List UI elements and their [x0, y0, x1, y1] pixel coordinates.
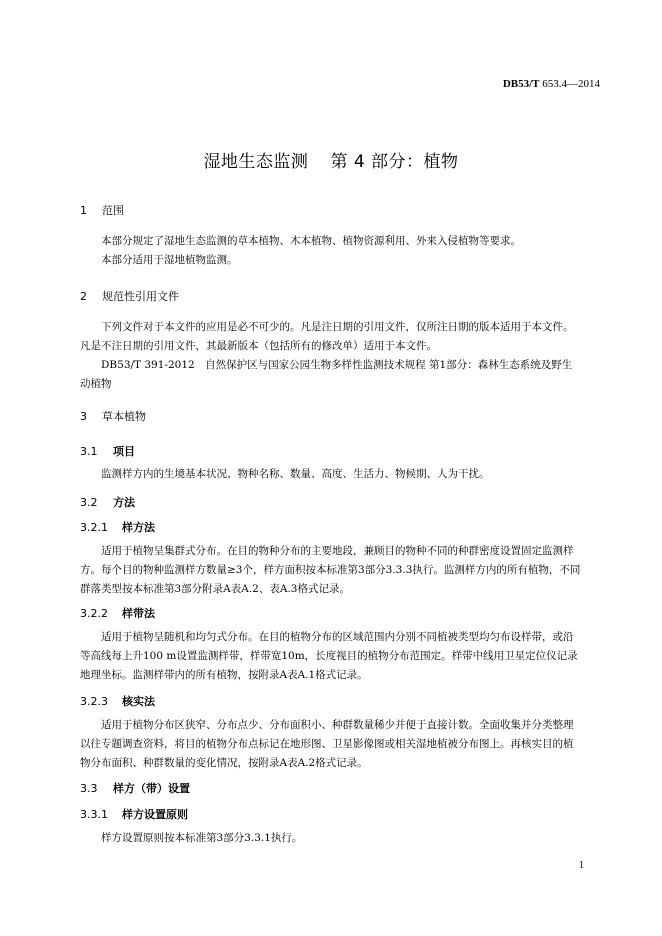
title-part: 第 4 部分：植物	[330, 152, 459, 172]
paragraph-3-1: 监测样方内的生境基本状况、物种名称、数量、高度、生活力、物候期、人为干扰。	[101, 468, 490, 480]
heading-number: 3.3.1	[80, 808, 108, 821]
heading-3-3-1-principles	[80, 806, 188, 822]
page-number: 1	[579, 860, 584, 871]
heading-number: 3.2	[80, 496, 98, 509]
heading-3-2-1-quadrat	[80, 519, 155, 535]
paragraph-scope-2: 本部分适用于湿地植物监测。	[101, 254, 238, 266]
heading-3-1-items	[80, 443, 135, 459]
heading-number: 3.2.3	[80, 695, 108, 708]
heading-label: 规范性引用文件	[102, 290, 179, 303]
heading-label: 样方法	[122, 521, 155, 534]
heading-number: 2	[80, 290, 87, 303]
heading-number: 3.3	[80, 782, 98, 795]
paragraph-3-2-3: 适用于植物分布区狭窄、分布点少、分布面积小、种群数量稀少并便于直接计数。全面收集并分类整理以往专题调查资料，将目的植物分布点标记在地形图、卫星影像图或相关湿地植被分布图上。再核实目的植物分布面积、种群数量的变化情况，按附录A表A.2格式记录。	[80, 719, 574, 769]
paragraph-refs-2: DB53/T 391-2012 自然保护区与国家公园生物多样性监测技术规程 第1部分：森林生态系统及野生动植物	[80, 359, 573, 390]
heading-label: 草本植物	[102, 410, 146, 423]
paragraph-3-2-2: 适用于植物呈随机和均匀式分布。在目的植物分布的区域范围内分别不同植被类型均匀布设样带，或沿等高线每上升100 m设置监测样带，样带宽10m，长度视目的植物分布范围定。样带中线用卫星定位仪记录地理坐标。监测样带内的所有植物，按附录A表A.1格式记录。	[80, 631, 578, 681]
document-title	[0, 147, 662, 172]
heading-label: 核实法	[122, 695, 155, 708]
title-main: 湿地生态监测	[203, 152, 309, 172]
paragraph-3-2-1: 适用于植物呈集群式分布。在目的物种分布的主要地段，兼顾目的物种不同的种群密度设置固定监测样方。每个目的物种监测样方数量≥3个，样方面积按本标准第3部分3.3.3执行。监测样方内的所有植物，不同群落类型按本标准第3部分附录A表A.2、表A.3格式记录。	[80, 545, 581, 595]
heading-3-herbaceous	[80, 408, 146, 424]
heading-label: 范围	[102, 204, 124, 217]
standard-code	[503, 78, 600, 90]
paragraph-refs-1: 下列文件对于本文件的应用是必不可少的。凡是注日期的引用文件，仅所注日期的版本适用于本文件。凡是不注日期的引用文件，其最新版本（包括所有的修改单）适用于本文件。	[80, 321, 574, 352]
paragraph-scope-1: 本部分规定了湿地生态监测的草本植物、木本植物、植物资源利用、外来入侵植物等要求。	[101, 235, 521, 247]
heading-3-2-3-verification	[80, 693, 155, 709]
heading-number: 3	[80, 410, 87, 423]
paragraph-3-3-1: 样方设置原则按本标准第3部分3.3.1执行。	[101, 832, 303, 844]
heading-3-2-methods	[80, 494, 135, 510]
heading-label: 样方设置原则	[122, 808, 188, 821]
heading-number: 3.1	[80, 445, 98, 458]
heading-1-scope	[80, 202, 124, 218]
heading-label: 样带法	[122, 607, 155, 620]
heading-3-3-plot-setup	[80, 780, 190, 796]
heading-number: 3.2.2	[80, 607, 108, 620]
heading-label: 项目	[113, 445, 135, 458]
heading-label: 方法	[113, 496, 135, 509]
standard-prefix: DB53/T	[502, 78, 540, 90]
heading-3-2-2-transect	[80, 605, 155, 621]
heading-number: 3.2.1	[80, 521, 108, 534]
heading-number: 1	[80, 204, 87, 217]
standard-number: 653.4—2014	[539, 78, 600, 90]
heading-label: 样方（带）设置	[113, 782, 190, 795]
heading-2-normative-refs	[80, 288, 179, 304]
